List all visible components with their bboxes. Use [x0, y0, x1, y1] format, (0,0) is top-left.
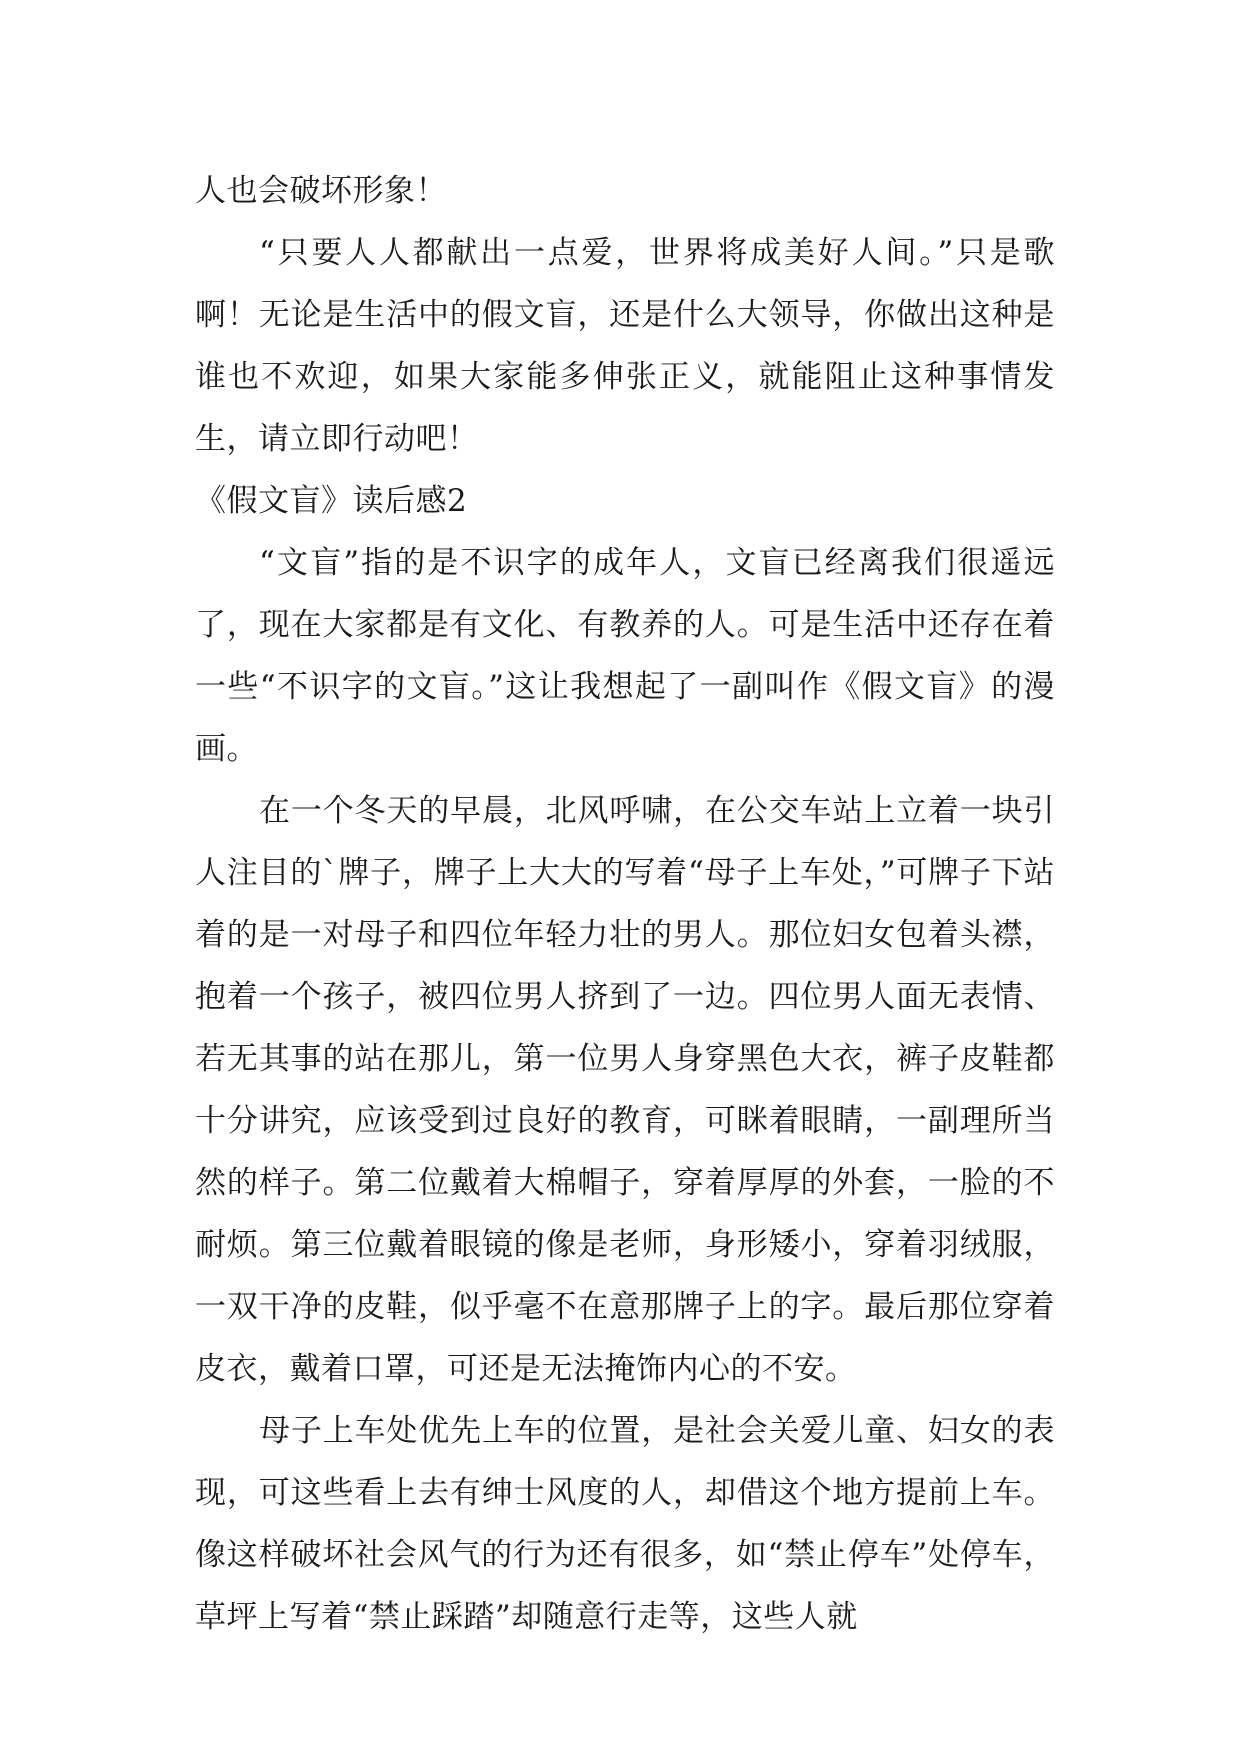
paragraph-continuation: 人也会破坏形象！: [195, 173, 447, 209]
paragraph-song-quote: “只要人人都献出一点爱，世界将成美好人间。”只是歌啊！无论是生活中的假文盲，还是什么大领导，你做出这种是谁也不欢迎，如果大家能多伸张正义，就能阻止这种事情发生，请立即行动吧！: [195, 235, 1055, 457]
paragraph-description: 在一个冬天的早晨，北风呼啸，在公交车站上立着一块引人注目的`牌子，牌子上大大的写着“母子上车处，”可牌子下站着的是一对母子和四位年轻力壮的男人。那位妇女包着头襟，抱着一个孩子，被四位男人挤到了一边。四位男人面无表情、若无其事的站在那儿，第一位男人身穿黑色大衣，裤子皮鞋都十分讲究，应该受到过良好的教育，可眯着眼睛，一副理所当然的样子。第二位戴着大棉帽子，穿着厚厚的外套，一脸的不耐烦。第三位戴着眼镜的像是老师，身形矮小，穿着羽绒服，一双干净的皮鞋，似乎毫不在意那牌子上的字。最后那位穿着皮衣，戴着口罩，可还是无法掩饰内心的不安。: [195, 793, 1055, 1387]
document-body: [195, 160, 1055, 1648]
section-heading: 《假文盲》读后感2: [195, 483, 468, 519]
paragraph-definition: “文盲”指的是不识字的成年人，文盲已经离我们很遥远了，现在大家都是有文化、有教养的人。可是生活中还存在着一些“不识字的文盲。”这让我想起了一副叫作《假文盲》的漫画。: [195, 545, 1055, 767]
paragraph-reflection: 母子上车处优先上车的位置，是社会关爱儿童、妇女的表现，可这些看上去有绅士风度的人，却借这个地方提前上车。像这样破坏社会风气的行为还有很多，如“禁止停车”处停车，草坪上写着“禁止踩踏”却随意行走等，这些人就: [195, 1413, 1055, 1635]
